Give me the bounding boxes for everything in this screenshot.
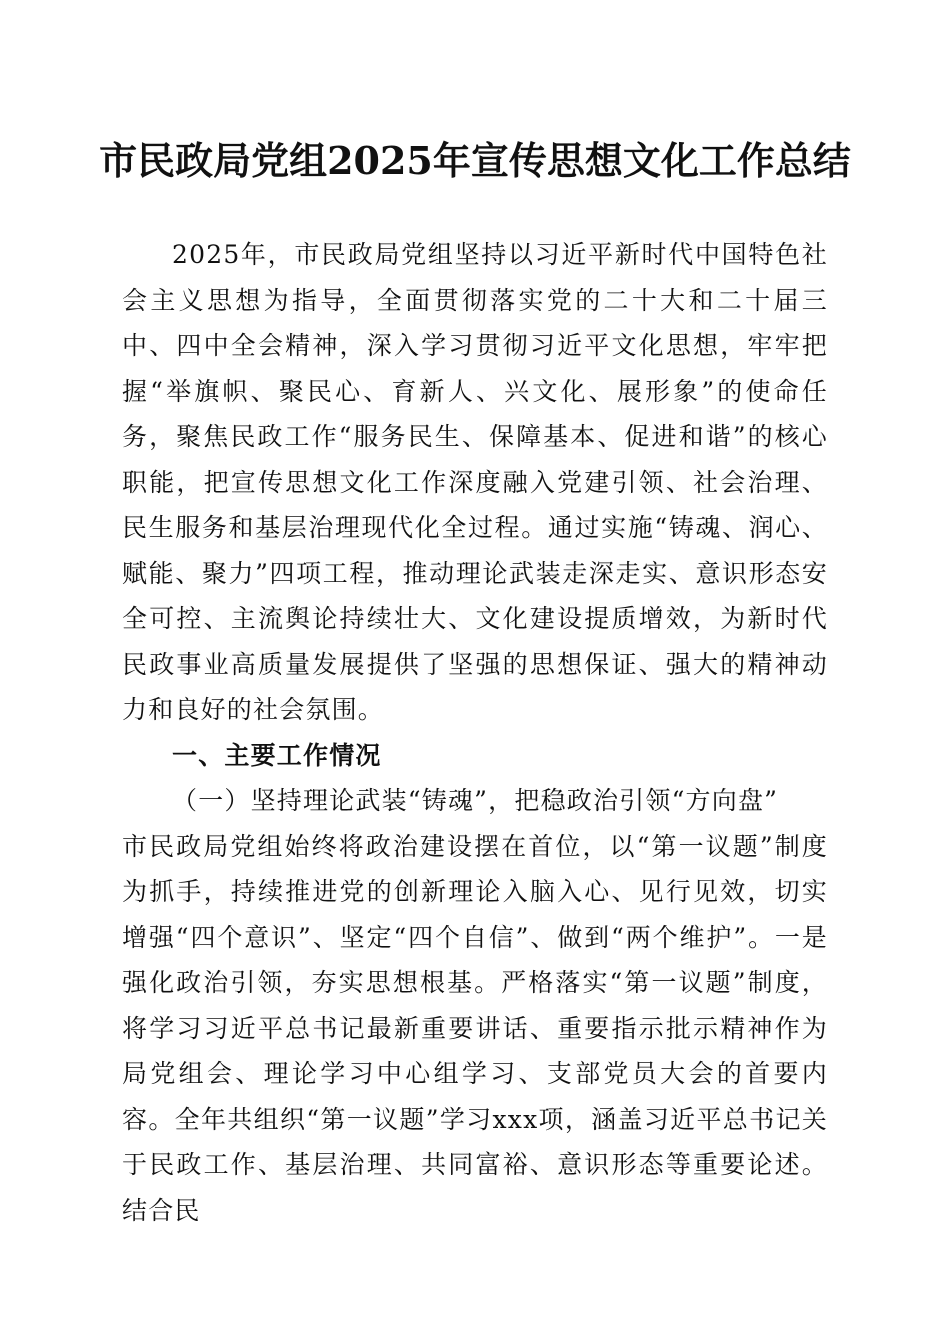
section-heading-main-work: 一、主要工作情况	[172, 740, 382, 770]
document-body	[122, 232, 828, 1233]
subsection-body-paragraph: 市民政局党组始终将政治建设摆在首位，以“第一议题”制度为抓手，持续推进党的创新理论入脑入心、见行见效，切实增强“四个意识”、坚定“四个自信”、做到“两个维护”。一是强化政治引领，夯实思想根基。严格落实“第一议题”制度，将学习习近平总书记最新重要讲话、重要指示批示精神作为局党组会、理论学习中心组学习、支部党员大会的首要内容。全年共组织“第一议题”学习xxx项，涵盖习近平总书记关于民政工作、基层治理、共同富裕、意识形态等重要论述。结合民	[122, 831, 828, 1225]
document-title: 市民政局党组2025年宣传思想文化工作总结	[99, 138, 851, 183]
subsection-heading-theory: （一）坚持理论武装“铸魂”，把稳政治引领“方向盘”	[172, 786, 779, 815]
intro-paragraph: 2025年，市民政局党组坚持以习近平新时代中国特色社会主义思想为指导，全面贯彻落实党的二十大和二十届三中、四中全会精神，深入学习贯彻习近平文化思想，牢牢把握“举旗帜、聚民心、育新人、兴文化、展形象”的使命任务，聚焦民政工作“服务民生、保障基本、促进和谐”的核心职能，把宣传思想文化工作深度融入党建引领、社会治理、民生服务和基层治理现代化全过程。通过实施“铸魂、润心、赋能、聚力”四项工程，推动理论武装走深走实、意识形态安全可控、主流舆论持续壮大、文化建设提质增效，为新时代民政事业高质量发展提供了坚强的思想保证、强大的精神动力和良好的社会氛围。	[122, 240, 828, 724]
